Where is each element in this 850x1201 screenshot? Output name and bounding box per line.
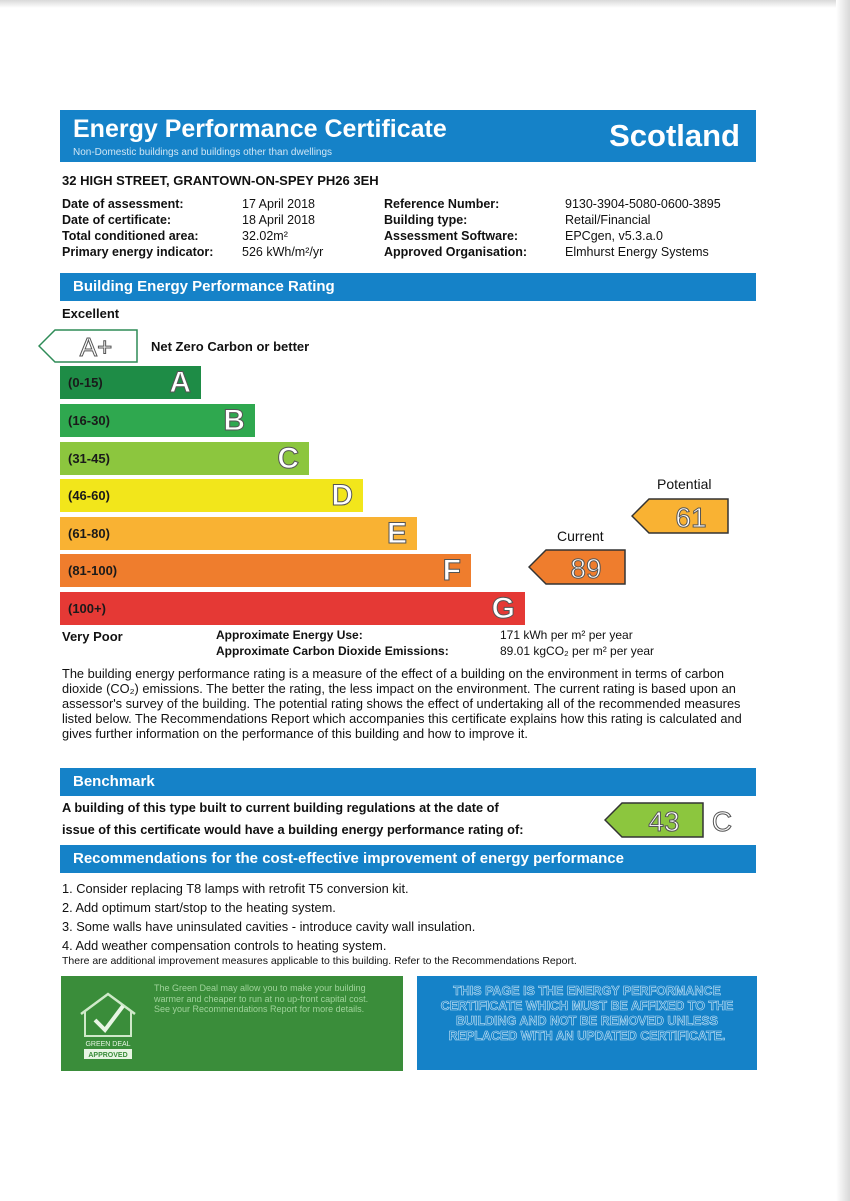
energy-use-value: 171 kWh per m² per year	[500, 628, 633, 642]
potential-label: Potential	[657, 476, 712, 492]
details-right	[384, 196, 721, 260]
band-letter: G	[491, 592, 515, 625]
certificate-header	[60, 110, 756, 162]
detail-label: Approved Organisation:	[384, 245, 528, 259]
detail-label: Assessment Software:	[384, 229, 519, 243]
house-roof-icon	[81, 994, 135, 1014]
detail-value: Elmhurst Energy Systems	[565, 245, 709, 259]
aplus-arrow	[38, 329, 138, 363]
benchmark-section-title: Benchmark	[60, 768, 756, 796]
recommendation-item: 2. Add optimum start/stop to the heating system.	[62, 900, 336, 915]
aplus-arrow-label: A+	[79, 332, 113, 362]
scan-edge-right	[836, 0, 850, 1201]
band-letter: D	[331, 479, 353, 512]
band-letter: A	[169, 366, 191, 399]
band-range: (31-45)	[68, 451, 110, 466]
detail-value: 9130-3904-5080-0600-3895	[565, 197, 721, 211]
recommendation-item: 1. Consider replacing T8 lamps with retrofit T5 conversion kit.	[62, 881, 409, 896]
band-range: (100+)	[68, 601, 106, 616]
green-deal-text: The Green Deal may allow you to make your building warmer and cheaper to run at no up-front capital cost. See your Recommendations Report for more details.	[154, 983, 369, 1014]
band-range: (16-30)	[68, 413, 110, 428]
detail-label: Date of certificate:	[62, 213, 172, 227]
band-a	[60, 366, 201, 399]
co2-label: Approximate Carbon Dioxide Emissions:	[216, 644, 449, 658]
band-f	[60, 554, 471, 587]
band-e	[60, 517, 417, 550]
band-range: (81-100)	[68, 563, 118, 578]
detail-label: Date of assessment:	[62, 197, 184, 211]
region-label: Scotland	[609, 118, 740, 153]
band-range: (61-80)	[68, 526, 110, 541]
very-poor-label: Very Poor	[62, 629, 123, 644]
affix-notice-panel	[417, 976, 757, 1070]
detail-value: Retail/Financial	[565, 213, 651, 227]
certificate-title: Energy Performance Certificate	[73, 115, 447, 143]
band-range: (46-60)	[68, 488, 110, 503]
green-deal-logo	[75, 990, 141, 1062]
potential-value: 61	[675, 502, 707, 533]
green-deal-panel	[61, 976, 403, 1071]
benchmark-value: 43	[648, 806, 680, 837]
recommendation-item: 4. Add weather compensation controls to heating system.	[62, 938, 387, 953]
current-label: Current	[557, 528, 604, 544]
benchmark-line-2: issue of this certificate would have a building energy performance rating of:	[62, 822, 524, 837]
benchmark-letter: C	[711, 806, 733, 837]
benchmark-letter-box	[704, 804, 740, 838]
detail-value: 32.02m²	[242, 229, 288, 243]
green-deal-logo-line-2: APPROVED	[88, 1052, 128, 1059]
detail-label: Primary energy indicator:	[62, 245, 214, 259]
recommendation-item: 3. Some walls have uninsulated cavities - introduce cavity wall insulation.	[62, 919, 476, 934]
current-value: 89	[570, 553, 602, 584]
energy-use-label: Approximate Energy Use:	[216, 628, 363, 642]
check-icon	[95, 1006, 123, 1030]
detail-value: 17 April 2018	[242, 197, 315, 211]
details-left	[62, 196, 323, 260]
benchmark-line-1: A building of this type built to current building regulations at the date of	[62, 800, 499, 815]
co2-value: 89.01 kgCO₂ per m² per year	[500, 644, 655, 658]
band-letter: E	[386, 517, 407, 550]
scan-edge-top	[0, 0, 850, 8]
band-d	[60, 479, 363, 512]
certificate-subtitle: Non-Domestic buildings and buildings other than dwellings	[73, 147, 333, 158]
band-letter: C	[277, 442, 299, 475]
affix-notice-text: THIS PAGE IS THE ENERGY PERFORMANCE CERTIFICATE WHICH MUST BE AFFIXED TO THE BUILDING AND NOT BE REMOVED UNLESS REPLACED WITH AN UPDATED CERTIFICATE.	[440, 984, 734, 1043]
recommendations-list	[62, 879, 475, 955]
detail-label: Total conditioned area:	[62, 229, 199, 243]
rating-description: The building energy performance rating is a measure of the effect of a building on the environment in terms of carbon dioxide (CO₂) emissions. The better the rating, the less impact on the environment. The current rating is based upon an assessor's survey of the building. The potential rating shows the effect of undertaking all of the recommended measures listed below. The Recommendations Report which accompanies this certificate explains how this rating is calculated and gives further information on the performance of this building and how to improve it.	[62, 666, 742, 741]
band-g	[60, 592, 525, 625]
band-letter: F	[442, 554, 461, 587]
aplus-text: Net Zero Carbon or better	[151, 339, 310, 354]
band-range: (0-15)	[68, 375, 103, 390]
additional-measures-note: There are additional improvement measures applicable to this building. Refer to the Recommendations Report.	[62, 955, 577, 967]
band-c	[60, 442, 309, 475]
detail-label: Reference Number:	[384, 197, 500, 211]
excellent-label: Excellent	[62, 306, 120, 321]
potential-arrow	[631, 498, 729, 534]
detail-value: 18 April 2018	[242, 213, 315, 227]
detail-value: EPCgen, v5.3.a.0	[565, 229, 663, 243]
band-letter: B	[223, 404, 245, 437]
rating-section-title: Building Energy Performance Rating	[60, 273, 756, 301]
green-deal-logo-line-1: GREEN DEAL	[85, 1041, 131, 1048]
detail-value: 526 kWh/m²/yr	[242, 245, 324, 259]
recommendations-section-title: Recommendations for the cost-effective improvement of energy performance	[60, 845, 756, 873]
detail-label: Building type:	[384, 213, 468, 227]
benchmark-arrow	[604, 802, 704, 838]
band-b	[60, 404, 255, 437]
property-address: 32 HIGH STREET, GRANTOWN-ON-SPEY PH26 3EH	[62, 173, 379, 188]
current-arrow	[528, 549, 626, 585]
